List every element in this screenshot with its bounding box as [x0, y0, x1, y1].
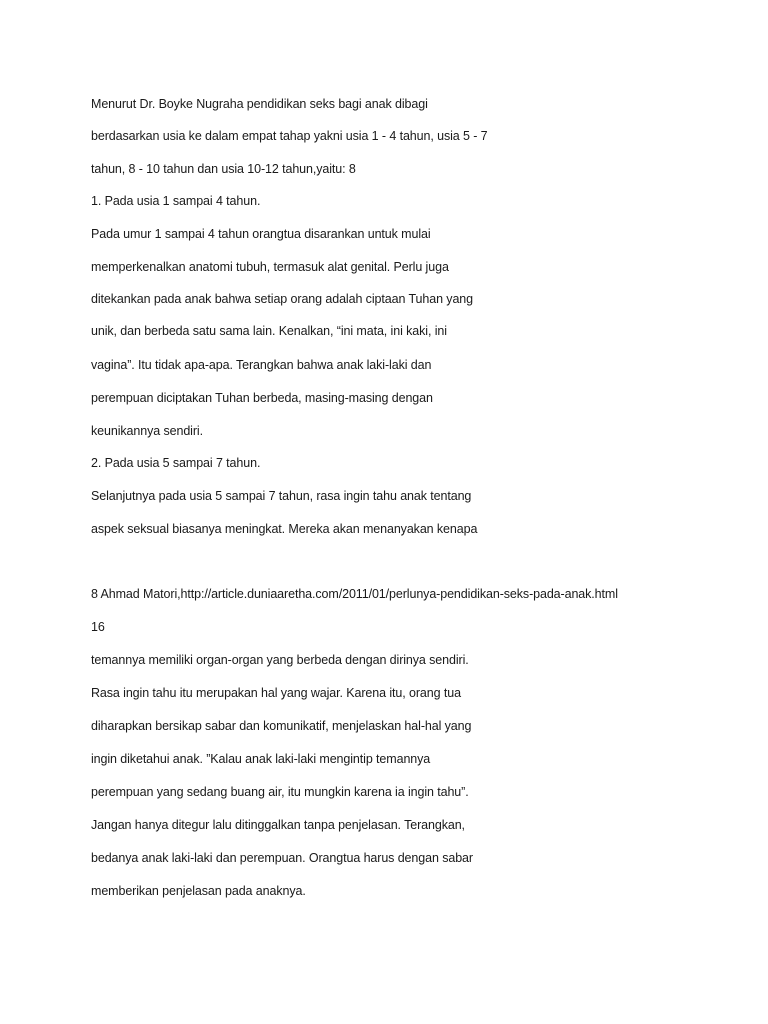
text-line: diharapkan bersikap sabar dan komunikatif, menjelaskan hal-hal yang	[91, 719, 472, 733]
section-heading-1: 1. Pada usia 1 sampai 4 tahun.	[91, 194, 261, 208]
text-line: bedanya anak laki-laki dan perempuan. Orangtua harus dengan sabar	[91, 851, 473, 865]
text-line: berdasarkan usia ke dalam empat tahap yakni usia 1 - 4 tahun, usia 5 - 7	[91, 129, 488, 143]
footnote: 8 Ahmad Matori,http://article.duniaaretha.com/2011/01/perlunya-pendidikan-seks-pada-anak.html	[91, 587, 618, 601]
text-line: memperkenalkan anatomi tubuh, termasuk alat genital. Perlu juga	[91, 260, 449, 274]
text-line: keunikannya sendiri.	[91, 424, 203, 438]
text-line: unik, dan berbeda satu sama lain. Kenalkan, “ini mata, ini kaki, ini	[91, 324, 447, 338]
text-line: aspek seksual biasanya meningkat. Mereka akan menanyakan kenapa	[91, 522, 478, 536]
text-line: Pada umur 1 sampai 4 tahun orangtua disarankan untuk mulai	[91, 227, 431, 241]
text-line: Rasa ingin tahu itu merupakan hal yang wajar. Karena itu, orang tua	[91, 686, 461, 700]
text-line: Selanjutnya pada usia 5 sampai 7 tahun, rasa ingin tahu anak tentang	[91, 489, 472, 503]
text-line: ditekankan pada anak bahwa setiap orang adalah ciptaan Tuhan yang	[91, 292, 473, 306]
text-line: perempuan yang sedang buang air, itu mungkin karena ia ingin tahu”.	[91, 785, 469, 799]
text-line: vagina”. Itu tidak apa-apa. Terangkan bahwa anak laki-laki dan	[91, 358, 432, 372]
text-line: Jangan hanya ditegur lalu ditinggalkan tanpa penjelasan. Terangkan,	[91, 818, 465, 832]
page-number: 16	[91, 620, 105, 634]
text-line: perempuan diciptakan Tuhan berbeda, masing-masing dengan	[91, 391, 433, 405]
text-line: ingin diketahui anak. ”Kalau anak laki-laki mengintip temannya	[91, 752, 431, 766]
text-line: Menurut Dr. Boyke Nugraha pendidikan seks bagi anak dibagi	[91, 97, 428, 111]
text-line: tahun, 8 - 10 tahun dan usia 10-12 tahun,yaitu: 8	[91, 162, 356, 176]
section-heading-2: 2. Pada usia 5 sampai 7 tahun.	[91, 456, 261, 470]
text-line: temannya memiliki organ-organ yang berbeda dengan dirinya sendiri.	[91, 653, 469, 667]
text-line: memberikan penjelasan pada anaknya.	[91, 884, 306, 898]
